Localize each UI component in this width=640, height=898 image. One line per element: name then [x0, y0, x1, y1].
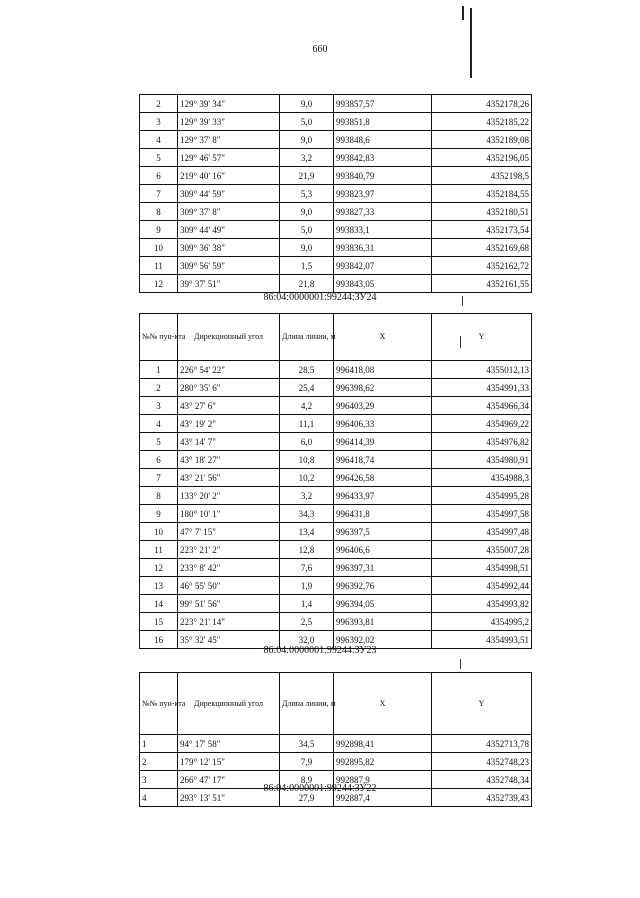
y-coordinate-cell: 4354997,58 — [432, 505, 532, 523]
direction-angle-cell: 47° 7' 15" — [178, 523, 280, 541]
y-coordinate-cell: 4354991,33 — [432, 379, 532, 397]
table-row — [140, 361, 532, 379]
table-row — [140, 451, 532, 469]
line-length-cell: 9,0 — [280, 95, 334, 113]
table-row — [140, 95, 532, 113]
x-coordinate-cell: 996397,31 — [334, 559, 432, 577]
direction-angle-cell: 35° 32' 45" — [178, 631, 280, 649]
x-coordinate-cell: 996397,5 — [334, 523, 432, 541]
x-coordinate-cell: 996392,02 — [334, 631, 432, 649]
direction-angle-cell: 133° 20' 2" — [178, 487, 280, 505]
coordinates-table-continued — [139, 94, 532, 293]
header-direction-angle: Дирекционный угол — [178, 673, 280, 735]
table-row — [140, 167, 532, 185]
y-coordinate-cell: 4354976,82 — [432, 433, 532, 451]
line-length-cell: 21,9 — [280, 167, 334, 185]
parcel-caption-zu23: 86:04:0000001:99244:ЗУ23 — [263, 645, 377, 656]
y-coordinate-cell: 4352713,78 — [432, 735, 532, 753]
x-coordinate-cell: 993851,8 — [334, 113, 432, 131]
point-number-cell: 13 — [140, 577, 178, 595]
point-number-cell: 11 — [140, 257, 178, 275]
table-body — [140, 735, 532, 807]
y-coordinate-cell: 4352178,26 — [432, 95, 532, 113]
scan-mark — [460, 659, 461, 669]
y-coordinate-cell: 4352748,23 — [432, 753, 532, 771]
line-length-cell: 21,8 — [280, 275, 334, 293]
line-length-cell: 4,2 — [280, 397, 334, 415]
line-length-cell: 9,0 — [280, 203, 334, 221]
direction-angle-cell: 280° 35' 6" — [178, 379, 280, 397]
y-coordinate-cell: 4354997,48 — [432, 523, 532, 541]
line-length-cell: 27,9 — [280, 789, 334, 807]
line-length-cell: 1,4 — [280, 595, 334, 613]
point-number-cell: 7 — [140, 469, 178, 487]
table-row — [140, 275, 532, 293]
scan-edge-mark — [462, 6, 464, 20]
y-coordinate-cell: 4355007,28 — [432, 541, 532, 559]
table-header-row — [140, 673, 532, 735]
y-coordinate-cell: 4352748,34 — [432, 771, 532, 789]
y-coordinate-cell: 4352739,43 — [432, 789, 532, 807]
line-length-cell: 6,0 — [280, 433, 334, 451]
x-coordinate-cell: 996433,97 — [334, 487, 432, 505]
y-coordinate-cell: 4355012,13 — [432, 361, 532, 379]
direction-angle-cell: 233° 8' 42" — [178, 559, 280, 577]
point-number-cell: 15 — [140, 613, 178, 631]
table-row — [140, 257, 532, 275]
table-header-row — [140, 314, 532, 361]
point-number-cell: 4 — [140, 415, 178, 433]
point-number-cell: 4 — [140, 789, 178, 807]
x-coordinate-cell: 996398,62 — [334, 379, 432, 397]
point-number-cell: 1 — [140, 361, 178, 379]
point-number-cell: 5 — [140, 149, 178, 167]
y-coordinate-cell: 4354993,51 — [432, 631, 532, 649]
direction-angle-cell: 39° 37' 51" — [178, 275, 280, 293]
x-coordinate-cell: 996418,08 — [334, 361, 432, 379]
y-coordinate-cell: 4354969,22 — [432, 415, 532, 433]
direction-angle-cell: 129° 37' 8" — [178, 131, 280, 149]
line-length-cell: 8,9 — [280, 771, 334, 789]
x-coordinate-cell: 993842,83 — [334, 149, 432, 167]
y-coordinate-cell: 4352189,08 — [432, 131, 532, 149]
y-coordinate-cell: 4354992,44 — [432, 577, 532, 595]
x-coordinate-cell: 993833,1 — [334, 221, 432, 239]
x-coordinate-cell: 993857,57 — [334, 95, 432, 113]
header-x: X — [334, 673, 432, 735]
point-number-cell: 10 — [140, 523, 178, 541]
y-coordinate-cell: 4352185,22 — [432, 113, 532, 131]
direction-angle-cell: 99° 51' 56" — [178, 595, 280, 613]
direction-angle-cell: 94° 17' 58" — [178, 735, 280, 753]
table-row — [140, 753, 532, 771]
direction-angle-cell: 293° 13' 51" — [178, 789, 280, 807]
header-line-length: Длина линии, м — [280, 673, 334, 735]
direction-angle-cell: 223° 21' 2" — [178, 541, 280, 559]
page-number: 660 — [312, 44, 328, 55]
table-row — [140, 487, 532, 505]
x-coordinate-cell: 996431,8 — [334, 505, 432, 523]
table-row — [140, 735, 532, 753]
line-length-cell: 11,1 — [280, 415, 334, 433]
y-coordinate-cell: 4354995,2 — [432, 613, 532, 631]
x-coordinate-cell: 992895,82 — [334, 753, 432, 771]
line-length-cell: 5,0 — [280, 113, 334, 131]
header-y: Y — [432, 673, 532, 735]
line-length-cell: 25,4 — [280, 379, 334, 397]
y-coordinate-cell: 4354995,28 — [432, 487, 532, 505]
header-y: Y — [432, 314, 532, 361]
line-length-cell: 9,0 — [280, 131, 334, 149]
line-length-cell: 34,5 — [280, 735, 334, 753]
direction-angle-cell: 43° 19' 2" — [178, 415, 280, 433]
direction-angle-cell: 223° 21' 14" — [178, 613, 280, 631]
x-coordinate-cell: 996406,6 — [334, 541, 432, 559]
direction-angle-cell: 129° 39' 34" — [178, 95, 280, 113]
coordinates-table-zu23 — [139, 313, 532, 649]
table-row — [140, 185, 532, 203]
direction-angle-cell: 129° 46' 57" — [178, 149, 280, 167]
table-row — [140, 559, 532, 577]
line-length-cell: 2,5 — [280, 613, 334, 631]
direction-angle-cell: 43° 14' 7" — [178, 433, 280, 451]
x-coordinate-cell: 993823,97 — [334, 185, 432, 203]
direction-angle-cell: 46° 55' 50" — [178, 577, 280, 595]
line-length-cell: 9,0 — [280, 239, 334, 257]
line-length-cell: 28,5 — [280, 361, 334, 379]
x-coordinate-cell: 992898,41 — [334, 735, 432, 753]
table-row — [140, 505, 532, 523]
x-coordinate-cell: 992887,9 — [334, 771, 432, 789]
scan-mark — [460, 336, 461, 348]
x-coordinate-cell: 996394,05 — [334, 595, 432, 613]
point-number-cell: 14 — [140, 595, 178, 613]
scan-edge-mark — [470, 8, 472, 78]
y-coordinate-cell: 4354998,51 — [432, 559, 532, 577]
y-coordinate-cell: 4352184,55 — [432, 185, 532, 203]
table-row — [140, 239, 532, 257]
table-row — [140, 379, 532, 397]
table-row — [140, 577, 532, 595]
parcel-caption-zu24: 86:04:0000001:99244:ЗУ24 — [263, 292, 377, 303]
point-number-cell: 1 — [140, 735, 178, 753]
x-coordinate-cell: 993840,79 — [334, 167, 432, 185]
line-length-cell: 7,9 — [280, 753, 334, 771]
header-line-length: Длина линии, м — [280, 314, 334, 361]
y-coordinate-cell: 4352198,5 — [432, 167, 532, 185]
direction-angle-cell: 309° 56' 59" — [178, 257, 280, 275]
x-coordinate-cell: 993843,05 — [334, 275, 432, 293]
point-number-cell: 8 — [140, 487, 178, 505]
point-number-cell: 9 — [140, 505, 178, 523]
line-length-cell: 3,2 — [280, 487, 334, 505]
point-number-cell: 12 — [140, 275, 178, 293]
x-coordinate-cell: 996406,33 — [334, 415, 432, 433]
point-number-cell: 7 — [140, 185, 178, 203]
table-row — [140, 469, 532, 487]
table-row — [140, 221, 532, 239]
direction-angle-cell: 309° 44' 49" — [178, 221, 280, 239]
direction-angle-cell: 43° 18' 27" — [178, 451, 280, 469]
table-row — [140, 595, 532, 613]
line-length-cell: 3,2 — [280, 149, 334, 167]
table-row — [140, 613, 532, 631]
line-length-cell: 10,2 — [280, 469, 334, 487]
line-length-cell: 7,6 — [280, 559, 334, 577]
point-number-cell: 8 — [140, 203, 178, 221]
table-row — [140, 131, 532, 149]
line-length-cell: 34,3 — [280, 505, 334, 523]
x-coordinate-cell: 996403,29 — [334, 397, 432, 415]
x-coordinate-cell: 996392,76 — [334, 577, 432, 595]
point-number-cell: 5 — [140, 433, 178, 451]
x-coordinate-cell: 992887,4 — [334, 789, 432, 807]
point-number-cell: 3 — [140, 113, 178, 131]
line-length-cell: 5,0 — [280, 221, 334, 239]
x-coordinate-cell: 996393,81 — [334, 613, 432, 631]
x-coordinate-cell: 993836,31 — [334, 239, 432, 257]
y-coordinate-cell: 4352169,68 — [432, 239, 532, 257]
table-row — [140, 149, 532, 167]
header-point-number: №№ пун-кта — [140, 673, 178, 735]
direction-angle-cell: 309° 44' 59" — [178, 185, 280, 203]
x-coordinate-cell: 993848,6 — [334, 131, 432, 149]
y-coordinate-cell: 4352161,55 — [432, 275, 532, 293]
direction-angle-cell: 129° 39' 33" — [178, 113, 280, 131]
point-number-cell: 6 — [140, 451, 178, 469]
point-number-cell: 3 — [140, 771, 178, 789]
table-row — [140, 433, 532, 451]
direction-angle-cell: 179° 12' 15" — [178, 753, 280, 771]
table-body — [140, 95, 532, 293]
point-number-cell: 2 — [140, 95, 178, 113]
y-coordinate-cell: 4354966,34 — [432, 397, 532, 415]
table-row — [140, 541, 532, 559]
y-coordinate-cell: 4354993,82 — [432, 595, 532, 613]
y-coordinate-cell: 4354988,3 — [432, 469, 532, 487]
line-length-cell: 32,0 — [280, 631, 334, 649]
parcel-caption-zu22: 86:04:0000001:99244:ЗУ22 — [263, 783, 377, 794]
header-direction-angle: Дирекционный угол — [178, 314, 280, 361]
y-coordinate-cell: 4352180,51 — [432, 203, 532, 221]
header-x: X — [334, 314, 432, 361]
line-length-cell: 13,4 — [280, 523, 334, 541]
scan-mark — [462, 296, 463, 306]
header-point-number: №№ пун-кта — [140, 314, 178, 361]
x-coordinate-cell: 996426,58 — [334, 469, 432, 487]
point-number-cell: 2 — [140, 379, 178, 397]
line-length-cell: 12,8 — [280, 541, 334, 559]
y-coordinate-cell: 4352173,54 — [432, 221, 532, 239]
direction-angle-cell: 309° 37' 8" — [178, 203, 280, 221]
direction-angle-cell: 180° 10' 1" — [178, 505, 280, 523]
x-coordinate-cell: 993827,33 — [334, 203, 432, 221]
point-number-cell: 3 — [140, 397, 178, 415]
point-number-cell: 4 — [140, 131, 178, 149]
point-number-cell: 9 — [140, 221, 178, 239]
y-coordinate-cell: 4352196,05 — [432, 149, 532, 167]
y-coordinate-cell: 4352162,72 — [432, 257, 532, 275]
point-number-cell: 12 — [140, 559, 178, 577]
point-number-cell: 16 — [140, 631, 178, 649]
table-row — [140, 203, 532, 221]
direction-angle-cell: 219° 40' 16" — [178, 167, 280, 185]
table-row — [140, 113, 532, 131]
point-number-cell: 10 — [140, 239, 178, 257]
table-row — [140, 523, 532, 541]
x-coordinate-cell: 996414,39 — [334, 433, 432, 451]
y-coordinate-cell: 4354980,91 — [432, 451, 532, 469]
line-length-cell: 1,5 — [280, 257, 334, 275]
table-row — [140, 415, 532, 433]
point-number-cell: 6 — [140, 167, 178, 185]
direction-angle-cell: 226° 54' 22" — [178, 361, 280, 379]
table-body — [140, 361, 532, 649]
point-number-cell: 11 — [140, 541, 178, 559]
x-coordinate-cell: 996418,74 — [334, 451, 432, 469]
direction-angle-cell: 309° 36' 38" — [178, 239, 280, 257]
direction-angle-cell: 266° 47' 17" — [178, 771, 280, 789]
x-coordinate-cell: 993842,07 — [334, 257, 432, 275]
line-length-cell: 10,8 — [280, 451, 334, 469]
point-number-cell: 2 — [140, 753, 178, 771]
line-length-cell: 1,9 — [280, 577, 334, 595]
table-row — [140, 397, 532, 415]
direction-angle-cell: 43° 27' 6" — [178, 397, 280, 415]
direction-angle-cell: 43° 21' 56" — [178, 469, 280, 487]
line-length-cell: 5,3 — [280, 185, 334, 203]
